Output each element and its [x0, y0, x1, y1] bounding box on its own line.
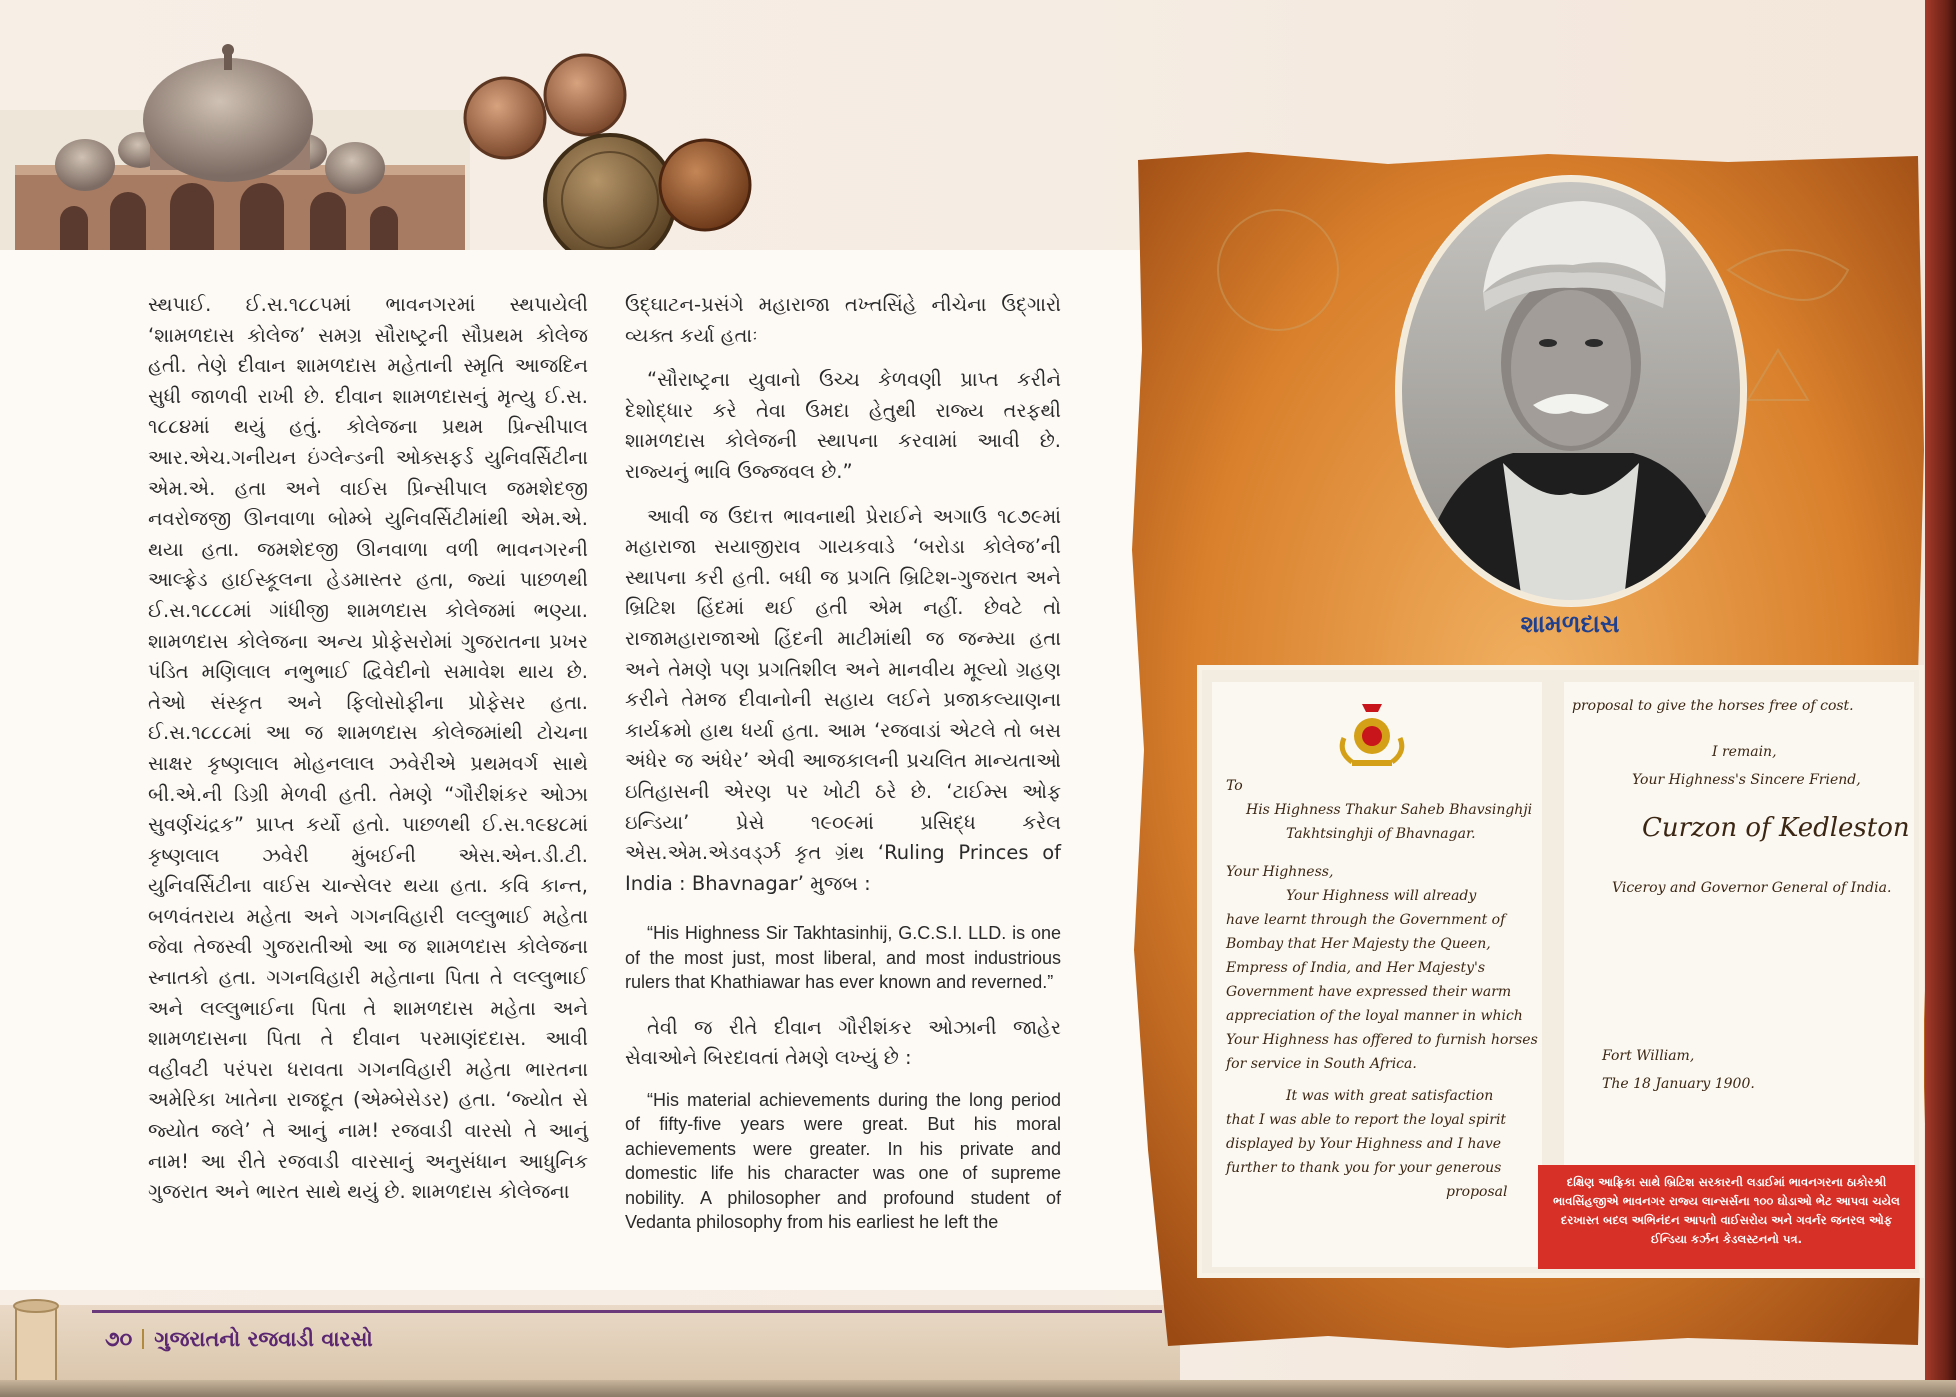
- signature: Curzon of Kedleston: [1642, 813, 1910, 843]
- book-spine: [1925, 0, 1956, 1397]
- letter-caption: દક્ષિણ આફ્રિકા સાથે બ્રિટિશ સરકારની લડાઈમાં ભાવનગરના ઠાકોરશ્રી ભાવસિંહજીએ ભાવનગર રાજ્ય લાન્સર્સના ૧૦૦ ઘોડાઓ ભેટ આપવા ચયેલ દરખાસ્ત બદલ અભિનંદન આપતો વાઈસરોય અને ગવર્નર જનરલ ઓફ ઈન્ડિયા કર્ઝન કેડલસ્ટનનો પત્ર.: [1538, 1165, 1915, 1269]
- footer-separator: [142, 1329, 144, 1349]
- palace-and-coins-photo: [0, 0, 770, 275]
- page-footer: [105, 1327, 373, 1352]
- page-number: ૭૦: [105, 1327, 133, 1351]
- letter-text-left: To His Highness Thakur Saheb Bhavsinghji Takhtsinghji of Bhavnagar. Your Highness, Your Highness will already have learnt through the Government of Bombay that Her Majesty the Queen, Empress of India, and Her Majesty's Government have expressed their warm appreciation of the loyal manner in which Your Highness has offered to furnish horses for service in South Africa. It was with great satisfaction that I was able to report the loyal spirit displayed by Your Highness and I have further to thank you for your generous proposal: [1226, 778, 1538, 1200]
- page-binding-edge: [0, 1380, 1956, 1397]
- article-column-right: [625, 290, 1061, 1249]
- body-paragraph: ઉદ્‌ઘાટન-પ્રસંગે મહારાજા તખ્તસિંહે નીચેના ઉદ્‌ગારો વ્યક્ત કર્યા હતાઃ: [625, 293, 1061, 347]
- quoted-speech: “સૌરાષ્ટ્રના યુવાનો ઉચ્ચ કેળવણી પ્રાપ્ત કરીને દેશોદ્ધાર કરે તેવા ઉમદા હેતુથી રાજ્ય તરફથી શામળદાસ કોલેજની સ્થાપના કરવામાં આવી છે. રાજ્યનું ભાવિ ઉજ્જવલ છે.”: [625, 368, 1061, 483]
- book-title: ગુજરાતનો રજવાડી વારસો: [154, 1327, 373, 1351]
- footer-rule: [92, 1310, 1162, 1313]
- letter-page-left: [1212, 682, 1542, 1267]
- body-paragraph: તેવી જ રીતે દીવાન ગૌરીશંકર ઓઝાની જાહેર સેવાઓને બિરદાવતાં તેમણે લખ્યું છે :: [625, 1015, 1061, 1070]
- body-paragraph: સ્થપાઈ. ઈ.સ.૧૮૮૫માં ભાવનગરમાં સ્થપાયેલી ‘શામળદાસ કોલેજ’ સમગ્ર સૌરાષ્ટ્રની સૌપ્રથમ કોલેજ હતી. તેણે દીવાન શામળદાસ મહેતાની સ્મૃતિ આજદિન સુધી જાળવી રાખી છે. દીવાન શામળદાસનું મૃત્યુ ઈ.સ. ૧૮૮૪માં થયું હતું. કોલેજના પ્રથમ પ્રિન્સીપાલ આર.એચ.ગનીયન ઇંગ્લેન્ડની ઓક્સફર્ડ યુનિવર્સિટીના એમ.એ. હતા અને વાઈસ પ્રિન્સીપાલ જમશેદજી નવરોજજી ઊનવાળા બોમ્બે યુનિવર્સિટીમાંથી એમ.એ. થયા હતા. જમશેદજી ઊનવાળા વળી ભાવનગરની આલ્ફ્રેડ હાઈસ્કૂલના હેડમાસ્તર હતા, જ્યાં પાછળથી ઈ.સ.૧૮૮૮માં ગાંધીજી શામળદાસ કોલેજમાં ભણ્યા. શામળદાસ કોલેજના અન્ય પ્રોફેસરોમાં ગુજરાતના પ્રખર પંડિત મણિલાલ નભુભાઈ દ્વિવેદીનો સમાવેશ થાય છે. તેઓ સંસ્કૃત અને ફિલોસોફીના પ્રોફેસર હતા. ઈ.સ.૧૮૮૮માં આ જ શામળદાસ કોલેજમાંથી ટોચના સાક્ષર કૃષ્ણલાલ મોહનલાલ ઝવેરીએ પ્રથમવર્ગ સાથે બી.એ.ની ડિગ્રી મેળવી હતી. તેમણે “ગૌરીશંકર ઓઝા સુવર્ણચંદ્રક” પ્રાપ્ત કર્યો હતો. પાછળથી ઈ.સ.૧૯૪૮માં કૃષ્ણલાલ ઝવેરી મુંબઈની એસ.એન.ડી.ટી. યુનિવર્સિટીના વાઈસ ચાન્સેલર થયા હતા. કવિ કાન્ત, બળવંતરાય મહેતા અને ગગનવિહારી લલ્લુભાઈ મહેતા જેવા તેજસ્વી ગુજરાતીઓ આ જ શામળદાસ કોલેજના સ્નાતકો હતા. ગગનવિહારી મહેતાના પિતા તે લલ્લુભાઈ અને લલ્લુભાઈના પિતા તે શામળદાસ મહેતા અને શામળદાસના પિતા તે દીવાન પરમાણંદદાસ. આવી વહીવટી પરંપરા ધરાવતા ગગનવિહારી મહેતા ભારતના અમેરિકા ખાતેના રાજદૂત (એમ્બેસેડર) હતા. ‘જ્યોત સે જ્યોત જલે’ તે આનું નામ! રજવાડી વારસો તે આનું નામ! આ રીતે રજવાડી વારસાનું અનુસંધાન આધુનિક ગુજરાત અને ભારત સાથે થયું છે. શામળદાસ કોલેજના: [148, 293, 588, 1204]
- portrait-photo: [1393, 173, 1749, 609]
- portrait-caption: શામળદાસ: [1520, 610, 1620, 638]
- english-quote: “His material achievements during the long period of fifty-five years were great. But his moral achievements were greater. In his private and domestic life his character was one of supreme nobility. A philosopher and profound student of Vedanta philosophy from his earliest he left the: [625, 1089, 1061, 1233]
- body-paragraph: આવી જ ઉદાત્ત ભાવનાથી પ્રેરાઈને અગાઉ ૧૮૭૯માં મહારાજા સયાજીરાવ ગાયકવાડે ‘બરોડા કોલેજ’ની સ્થાપના કરી હતી. બધી જ પ્રગતિ બ્રિટિશ-ગુજરાત અને બ્રિટિશ હિંદમાં થઈ હતી એમ નહીં. છેવટે તો રાજામહારાજાઓ હિંદની માટીમાંથી જ જન્મ્યા હતા અને તેમણે પણ પ્રગતિશીલ અને માનવીય મૂલ્યો ગ્રહણ કરીને તેમજ દીવાનોની સહાય લઈને પ્રજાકલ્યાણના કાર્યક્રમો હાથ ધર્યા હતા. આમ ‘રજવાડાં એટલે તો બસ અંધેર જ અંધેર’ એવી આજકાલની પ્રચલિત માન્યતાઓ ઇતિહાસની એરણ પર ખોટી ઠરે છે. ‘ટાઈમ્સ ઓફ ઇન્ડિયા’ પ્રેસે ૧૯૦૯માં પ્રસિદ્ધ કરેલ એસ.એમ.એડવર્ડ્ઝ કૃત ગ્રંથ ‘Ruling Princes of India : Bhavnagar’ મુજબ :: [625, 504, 1061, 895]
- article-column-left: [148, 290, 588, 1222]
- letter-text-right: proposal to give the horses free of cost. I remain, Your Highness's Sincere Friend, Curzon of Kedleston Viceroy and Governor General of India. Fort William, The 18 January 1900.: [1572, 698, 1910, 1092]
- royal-crest-icon: [1332, 694, 1412, 774]
- english-quote: “His Highness Sir Takhtasinhij, G.C.S.I. LLD. is one of the most just, most liberal, and most industrious rulers that Khathiawar has ever known and reverned.”: [625, 923, 1061, 993]
